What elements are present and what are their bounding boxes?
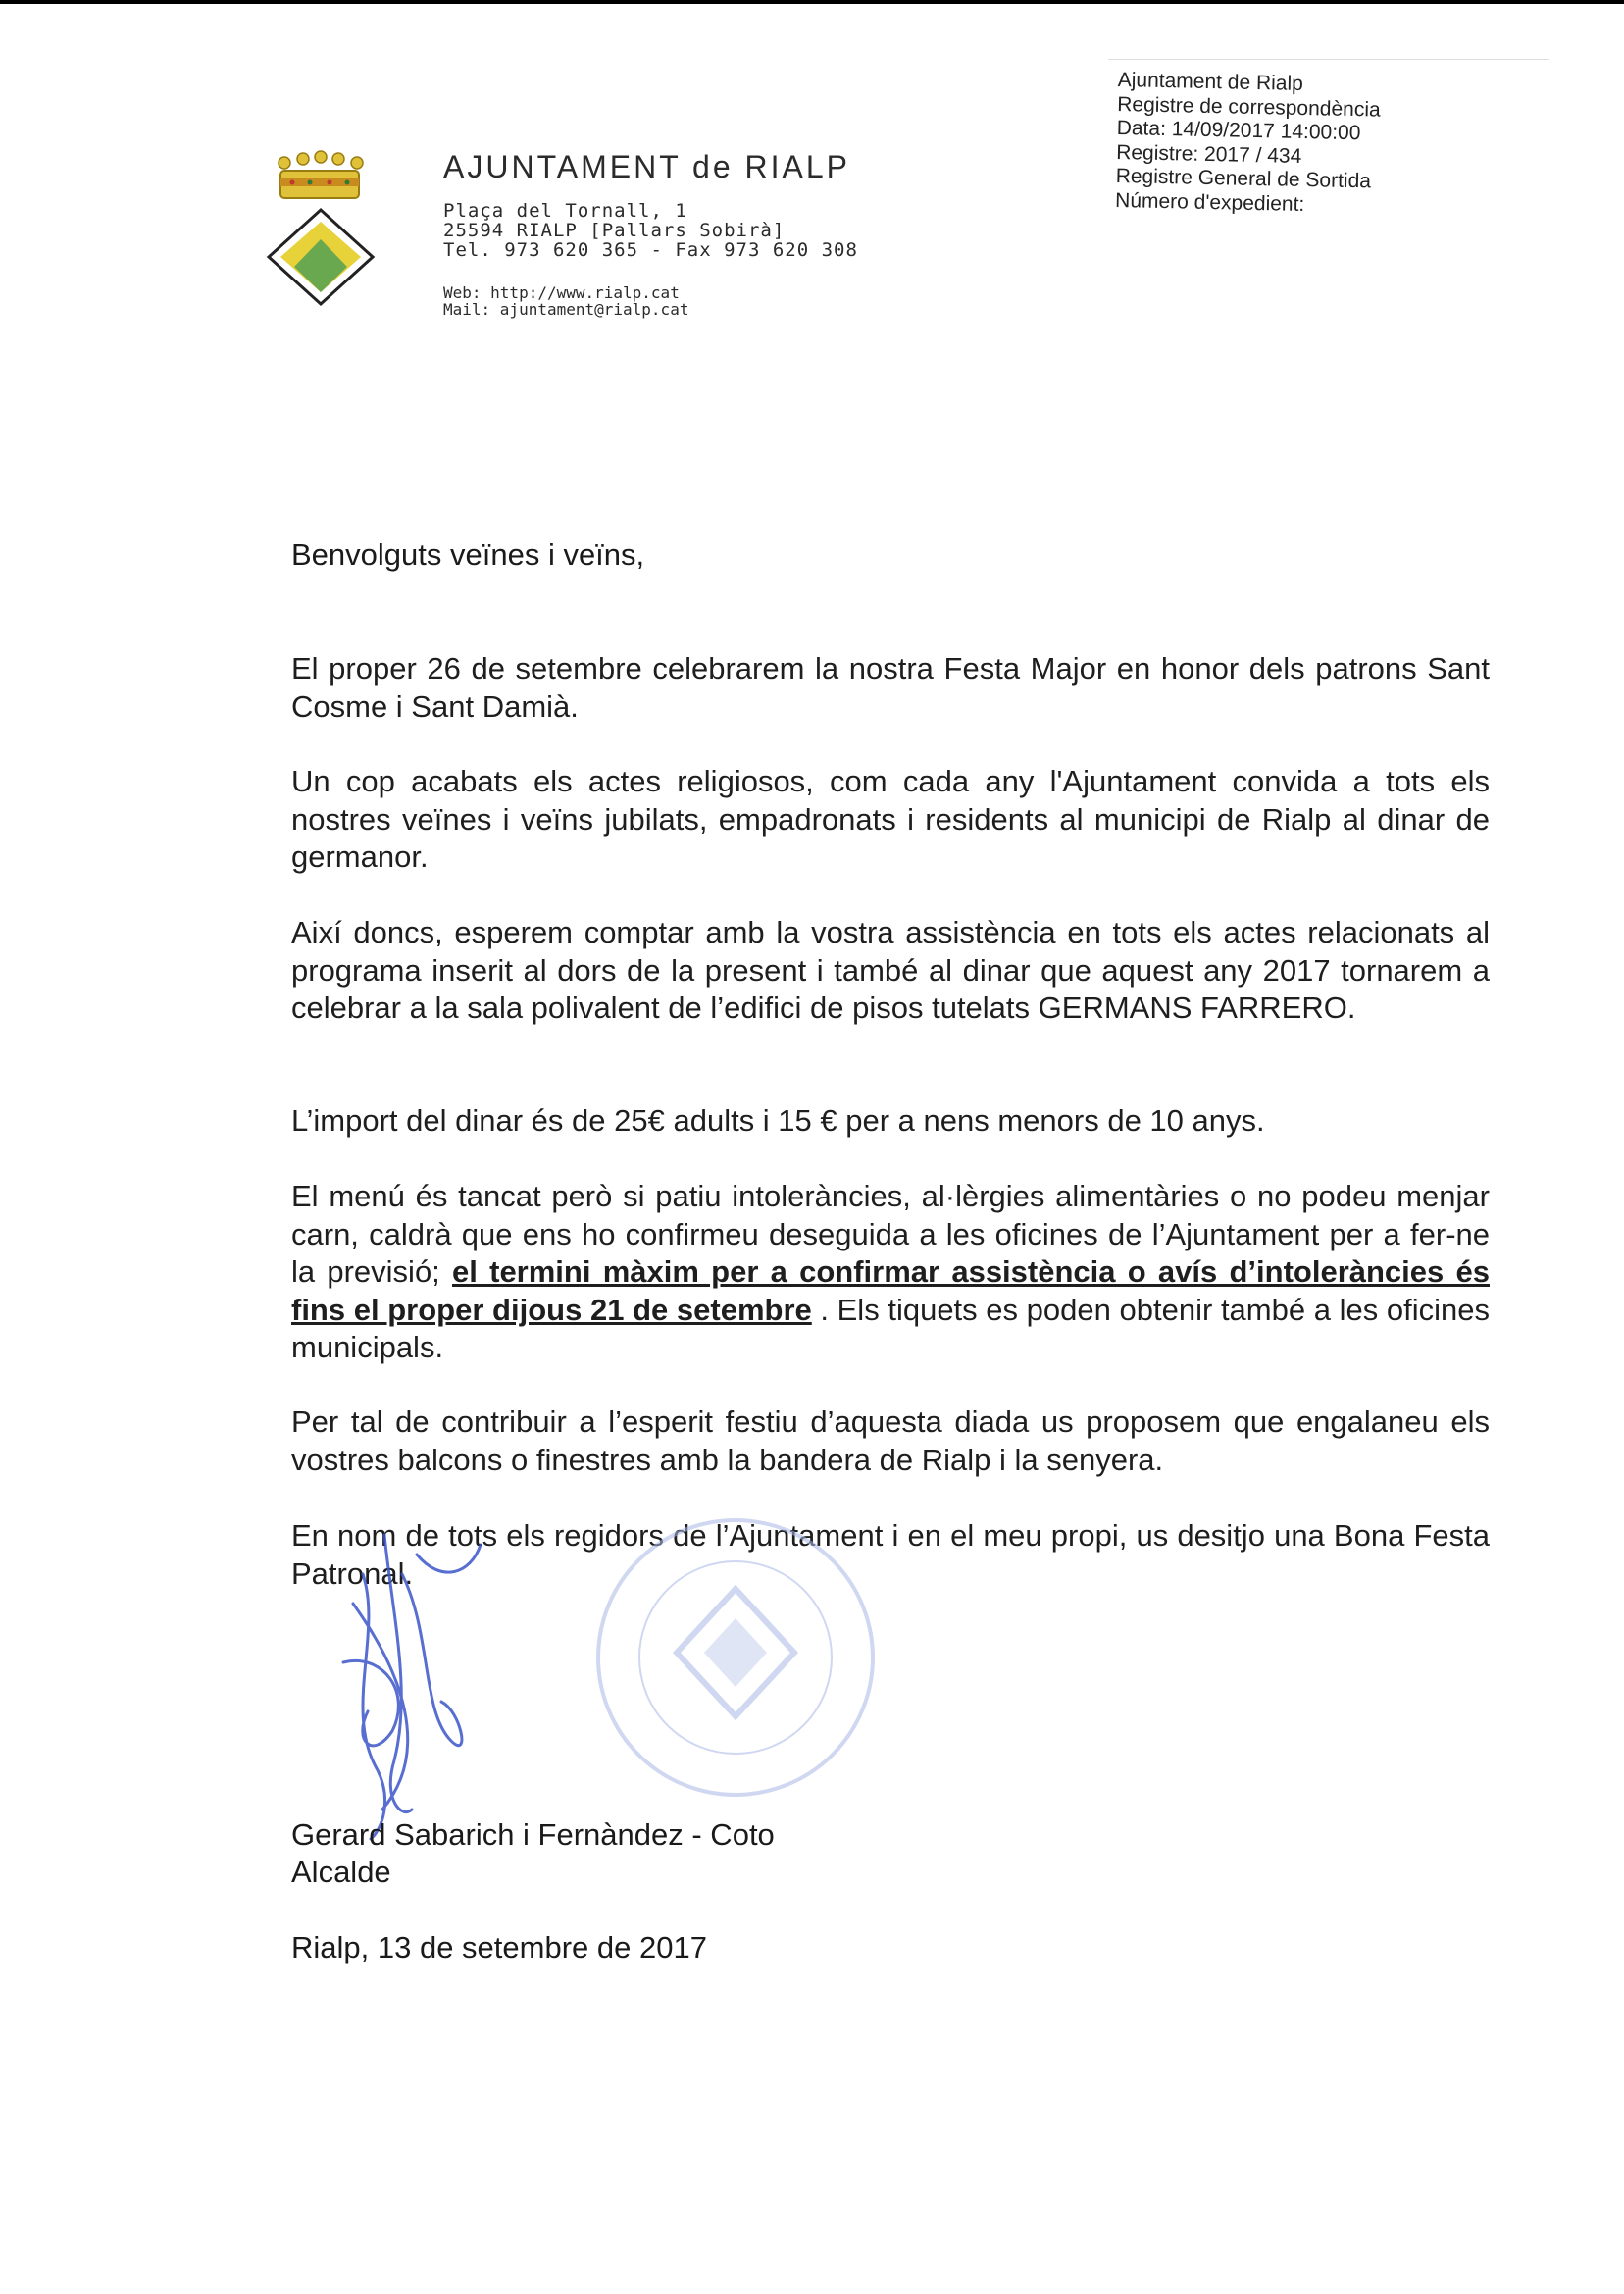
paragraph-3-text: Així doncs, esperem comptar amb la vostra assistència en tots els actes relacionats al programa inserit al dors de la present i també al dinar que aquest any 2017 tornarem a celebrar a la sala polivalent de l’edifici de pisos tutelats GERMANS FARRERO. <box>291 915 1490 1025</box>
paragraph-5-text <box>291 1178 1490 1367</box>
address-block <box>443 202 858 261</box>
paragraph-5 <box>291 1178 1490 1367</box>
paragraph-4-text: L’import del dinar és de 25€ adults i 15 € per a nens menors de 10 anys. <box>291 1103 1265 1138</box>
paragraph-2-text: Un cop acabats els actes religiosos, com cada any l'Ajuntament convida a tots els nostres veïnes i veïns jubilats, empadronats i residents al municipi de Rialp al dinar de germanor. <box>291 764 1490 874</box>
email: Mail: ajuntament@rialp.cat <box>443 300 689 319</box>
address-street: Plaça del Tornall, 1 <box>443 200 687 222</box>
registry-type: Registre de correspondència <box>1117 92 1381 122</box>
coat-of-arms-icon <box>263 149 379 308</box>
paragraph-7-text: En nom de tots els regidors de l’Ajuntament i en el meu propi, us desitjo una Bona Festa Patronal. <box>291 1518 1490 1591</box>
signer-role: Alcalde <box>291 1855 391 1889</box>
organization-title: AJUNTAMENT de RIALP <box>443 149 851 184</box>
registry-file-number: Número d'expedient: <box>1114 188 1305 216</box>
paragraph-3 <box>291 914 1490 1028</box>
phone-fax: Tel. 973 620 365 - Fax 973 620 308 <box>443 239 858 261</box>
registry-number: Registre: 2017 / 434 <box>1115 140 1302 168</box>
top-border <box>0 0 1624 4</box>
place-and-date: Rialp, 13 de setembre de 2017 <box>291 1930 707 1964</box>
deadline-highlight: el termini màxim per a confirmar assistència o avís d’intoleràncies és fins el proper dijous 21 de setembre <box>291 1254 1490 1327</box>
contact-block <box>443 284 688 318</box>
registry-date: Data: 14/09/2017 14:00:00 <box>1116 116 1361 145</box>
signer-block <box>291 1816 775 1891</box>
registry-top-rule <box>1108 59 1549 60</box>
greeting: Benvolguts veïnes i veïns, <box>291 537 645 572</box>
paragraph-5-start: El menú és tancat però si patiu intoleràncies, al·lèrgies alimentàries o no podeu menjar carn, caldrà que ens ho confirmeu deseguida a les oficines de l’Ajuntament per a fer-ne la previsió; <box>291 1179 1490 1289</box>
paragraph-5-end: . Els tiquets es poden obtenir també a les oficines municipals. <box>291 1292 1490 1364</box>
paragraph-1 <box>291 650 1490 726</box>
paragraph-2 <box>291 763 1490 877</box>
website: Web: http://www.rialp.cat <box>443 283 680 302</box>
registry-stamp <box>1115 69 1382 219</box>
paragraph-4 <box>291 1102 1490 1141</box>
municipal-seal-stamp <box>588 1510 883 1805</box>
handwritten-signature <box>324 1515 520 1849</box>
paragraph-6-text: Per tal de contribuir a l’esperit festiu d’aquesta diada us proposem que engalaneu els vostres balcons o finestres amb la bandera de Rialp i la senyera. <box>291 1404 1490 1477</box>
paragraph-6 <box>291 1403 1490 1479</box>
address-city: 25594 RIALP [Pallars Sobirà] <box>443 220 786 241</box>
registry-office: Ajuntament de Rialp <box>1117 69 1304 95</box>
paragraph-1-text: El proper 26 de setembre celebrarem la nostra Festa Major en honor dels patrons Sant Cosme i Sant Damià. <box>291 651 1490 724</box>
signer-name: Gerard Sabarich i Fernàndez - Coto <box>291 1817 775 1852</box>
registry-direction: Registre General de Sortida <box>1115 164 1372 193</box>
